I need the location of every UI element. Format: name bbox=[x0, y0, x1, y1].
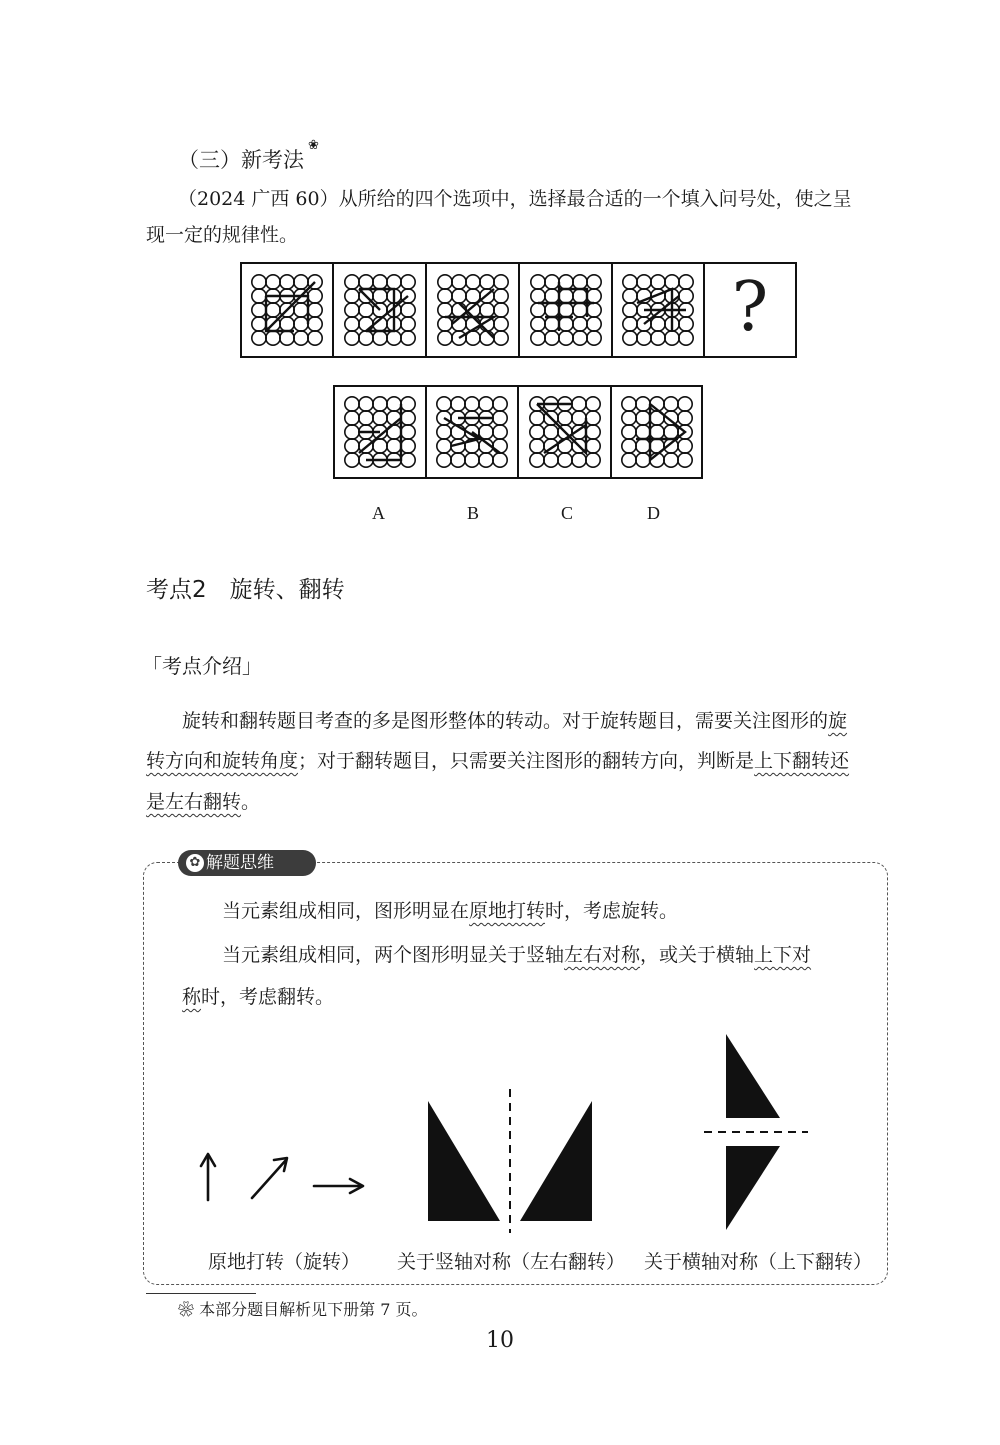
circle-grid-figure-1 bbox=[251, 274, 323, 346]
thinking-line-3 bbox=[182, 988, 334, 1007]
option-label-a[interactable]: A bbox=[372, 503, 385, 523]
circle-grid-option-b bbox=[436, 396, 508, 468]
circle-grid-figure-5 bbox=[622, 274, 694, 346]
intro-line-3-text: 。 bbox=[241, 791, 261, 813]
rotation-arrows-illustration bbox=[190, 1148, 375, 1208]
circle-grid-figure-4 bbox=[530, 274, 602, 346]
figure-1 bbox=[242, 264, 334, 356]
intro-line-2 bbox=[146, 752, 849, 771]
triangle-right-icon bbox=[520, 1101, 592, 1221]
circle-grid-option-a bbox=[344, 396, 416, 468]
footnote-flower-icon: ❀ bbox=[178, 1300, 195, 1319]
option-label-d[interactable]: D bbox=[647, 503, 660, 523]
flower-mark-icon: ❀ bbox=[308, 138, 319, 153]
figure-2 bbox=[334, 264, 427, 356]
circle-grid-figure-3 bbox=[437, 274, 509, 346]
thinking-badge bbox=[178, 850, 316, 876]
intro-emphasis-flip-ud: 上下翻转还 bbox=[754, 750, 850, 772]
thinking-line-3-b: 时，考虑翻转。 bbox=[201, 986, 335, 1008]
caption-left-right: 关于竖轴对称（左右翻转） bbox=[397, 1251, 626, 1273]
section-heading-text: （三）新考法 bbox=[178, 148, 304, 172]
option-c-figure[interactable] bbox=[519, 387, 612, 477]
circle-grid-option-d bbox=[621, 396, 693, 468]
question-mark-icon: ? bbox=[731, 268, 769, 347]
triangle-bottom-icon bbox=[726, 1146, 780, 1230]
thinking-badge-label: 解题思维 bbox=[206, 853, 274, 873]
thinking-line-1 bbox=[222, 902, 678, 921]
section-heading bbox=[178, 150, 304, 171]
flower-badge-icon: ✿ bbox=[186, 854, 204, 872]
intro-emphasis-rotate-start: 旋 bbox=[828, 710, 848, 732]
figure-3 bbox=[427, 264, 520, 356]
thinking-line-1-c: 时，考虑旋转。 bbox=[545, 900, 679, 922]
up-down-flip-illustration bbox=[700, 1030, 810, 1235]
circle-grid-figure-2 bbox=[344, 274, 416, 346]
intro-line-1-text: 旋转和翻转题目考查的多是图形整体的转动。对于旋转题目，需要关注图形的 bbox=[182, 710, 829, 732]
figure-5 bbox=[613, 264, 705, 356]
option-d-figure[interactable] bbox=[612, 387, 701, 477]
thinking-emphasis-ud-start: 上下对 bbox=[754, 944, 812, 966]
question-figure-strip bbox=[240, 262, 797, 358]
option-label-c[interactable]: C bbox=[561, 503, 574, 523]
intro-emphasis-rotate-direction: 转方向和旋转角度 bbox=[146, 750, 299, 772]
thinking-emphasis-ud-end: 称 bbox=[182, 986, 202, 1008]
intro-line-2-text: ；对于翻转题目，只需要关注图形的翻转方向，判断是 bbox=[298, 750, 755, 772]
thinking-line-2 bbox=[222, 946, 811, 965]
figure-4 bbox=[520, 264, 613, 356]
thinking-emphasis-lr: 左右对称 bbox=[564, 944, 641, 966]
caption-rotate: 原地打转（旋转） bbox=[208, 1251, 361, 1273]
caption-up-down: 关于横轴对称（上下翻转） bbox=[644, 1251, 873, 1273]
topic-title: 考点2 旋转、翻转 bbox=[146, 577, 345, 603]
thinking-line-2-a: 当元素组成相同，两个图形明显关于竖轴 bbox=[222, 944, 565, 966]
thinking-emphasis-spin: 原地打转 bbox=[469, 900, 546, 922]
thinking-line-1-a: 当元素组成相同，图形明显在 bbox=[222, 900, 470, 922]
intro-line-3 bbox=[146, 793, 260, 812]
intro-line-1 bbox=[182, 712, 847, 731]
footnote-text: 本部分题目解析见下册第 7 页。 bbox=[199, 1300, 428, 1319]
option-b-figure[interactable] bbox=[427, 387, 519, 477]
option-label-b[interactable]: B bbox=[467, 503, 480, 523]
question-line-2: 现一定的规律性。 bbox=[146, 224, 299, 246]
triangle-top-icon bbox=[726, 1034, 780, 1118]
figure-unknown bbox=[705, 264, 795, 356]
intro-emphasis-flip-lr: 是左右翻转 bbox=[146, 791, 242, 813]
triangle-left-icon bbox=[428, 1101, 500, 1221]
question-line-1: （2024 广西 60）从所给的四个选项中，选择最合适的一个填入问号处，使之呈 bbox=[178, 188, 852, 210]
left-right-flip-illustration bbox=[420, 1085, 600, 1235]
thinking-line-2-c: ，或关于横轴 bbox=[640, 944, 755, 966]
circle-grid-option-c bbox=[529, 396, 601, 468]
page-number: 10 bbox=[486, 1328, 514, 1353]
footnote-divider bbox=[146, 1293, 256, 1294]
intro-heading: 「考点介绍」 bbox=[142, 654, 262, 678]
option-a-figure[interactable] bbox=[335, 387, 427, 477]
options-figure-strip bbox=[333, 385, 703, 479]
footnote bbox=[178, 1302, 427, 1318]
